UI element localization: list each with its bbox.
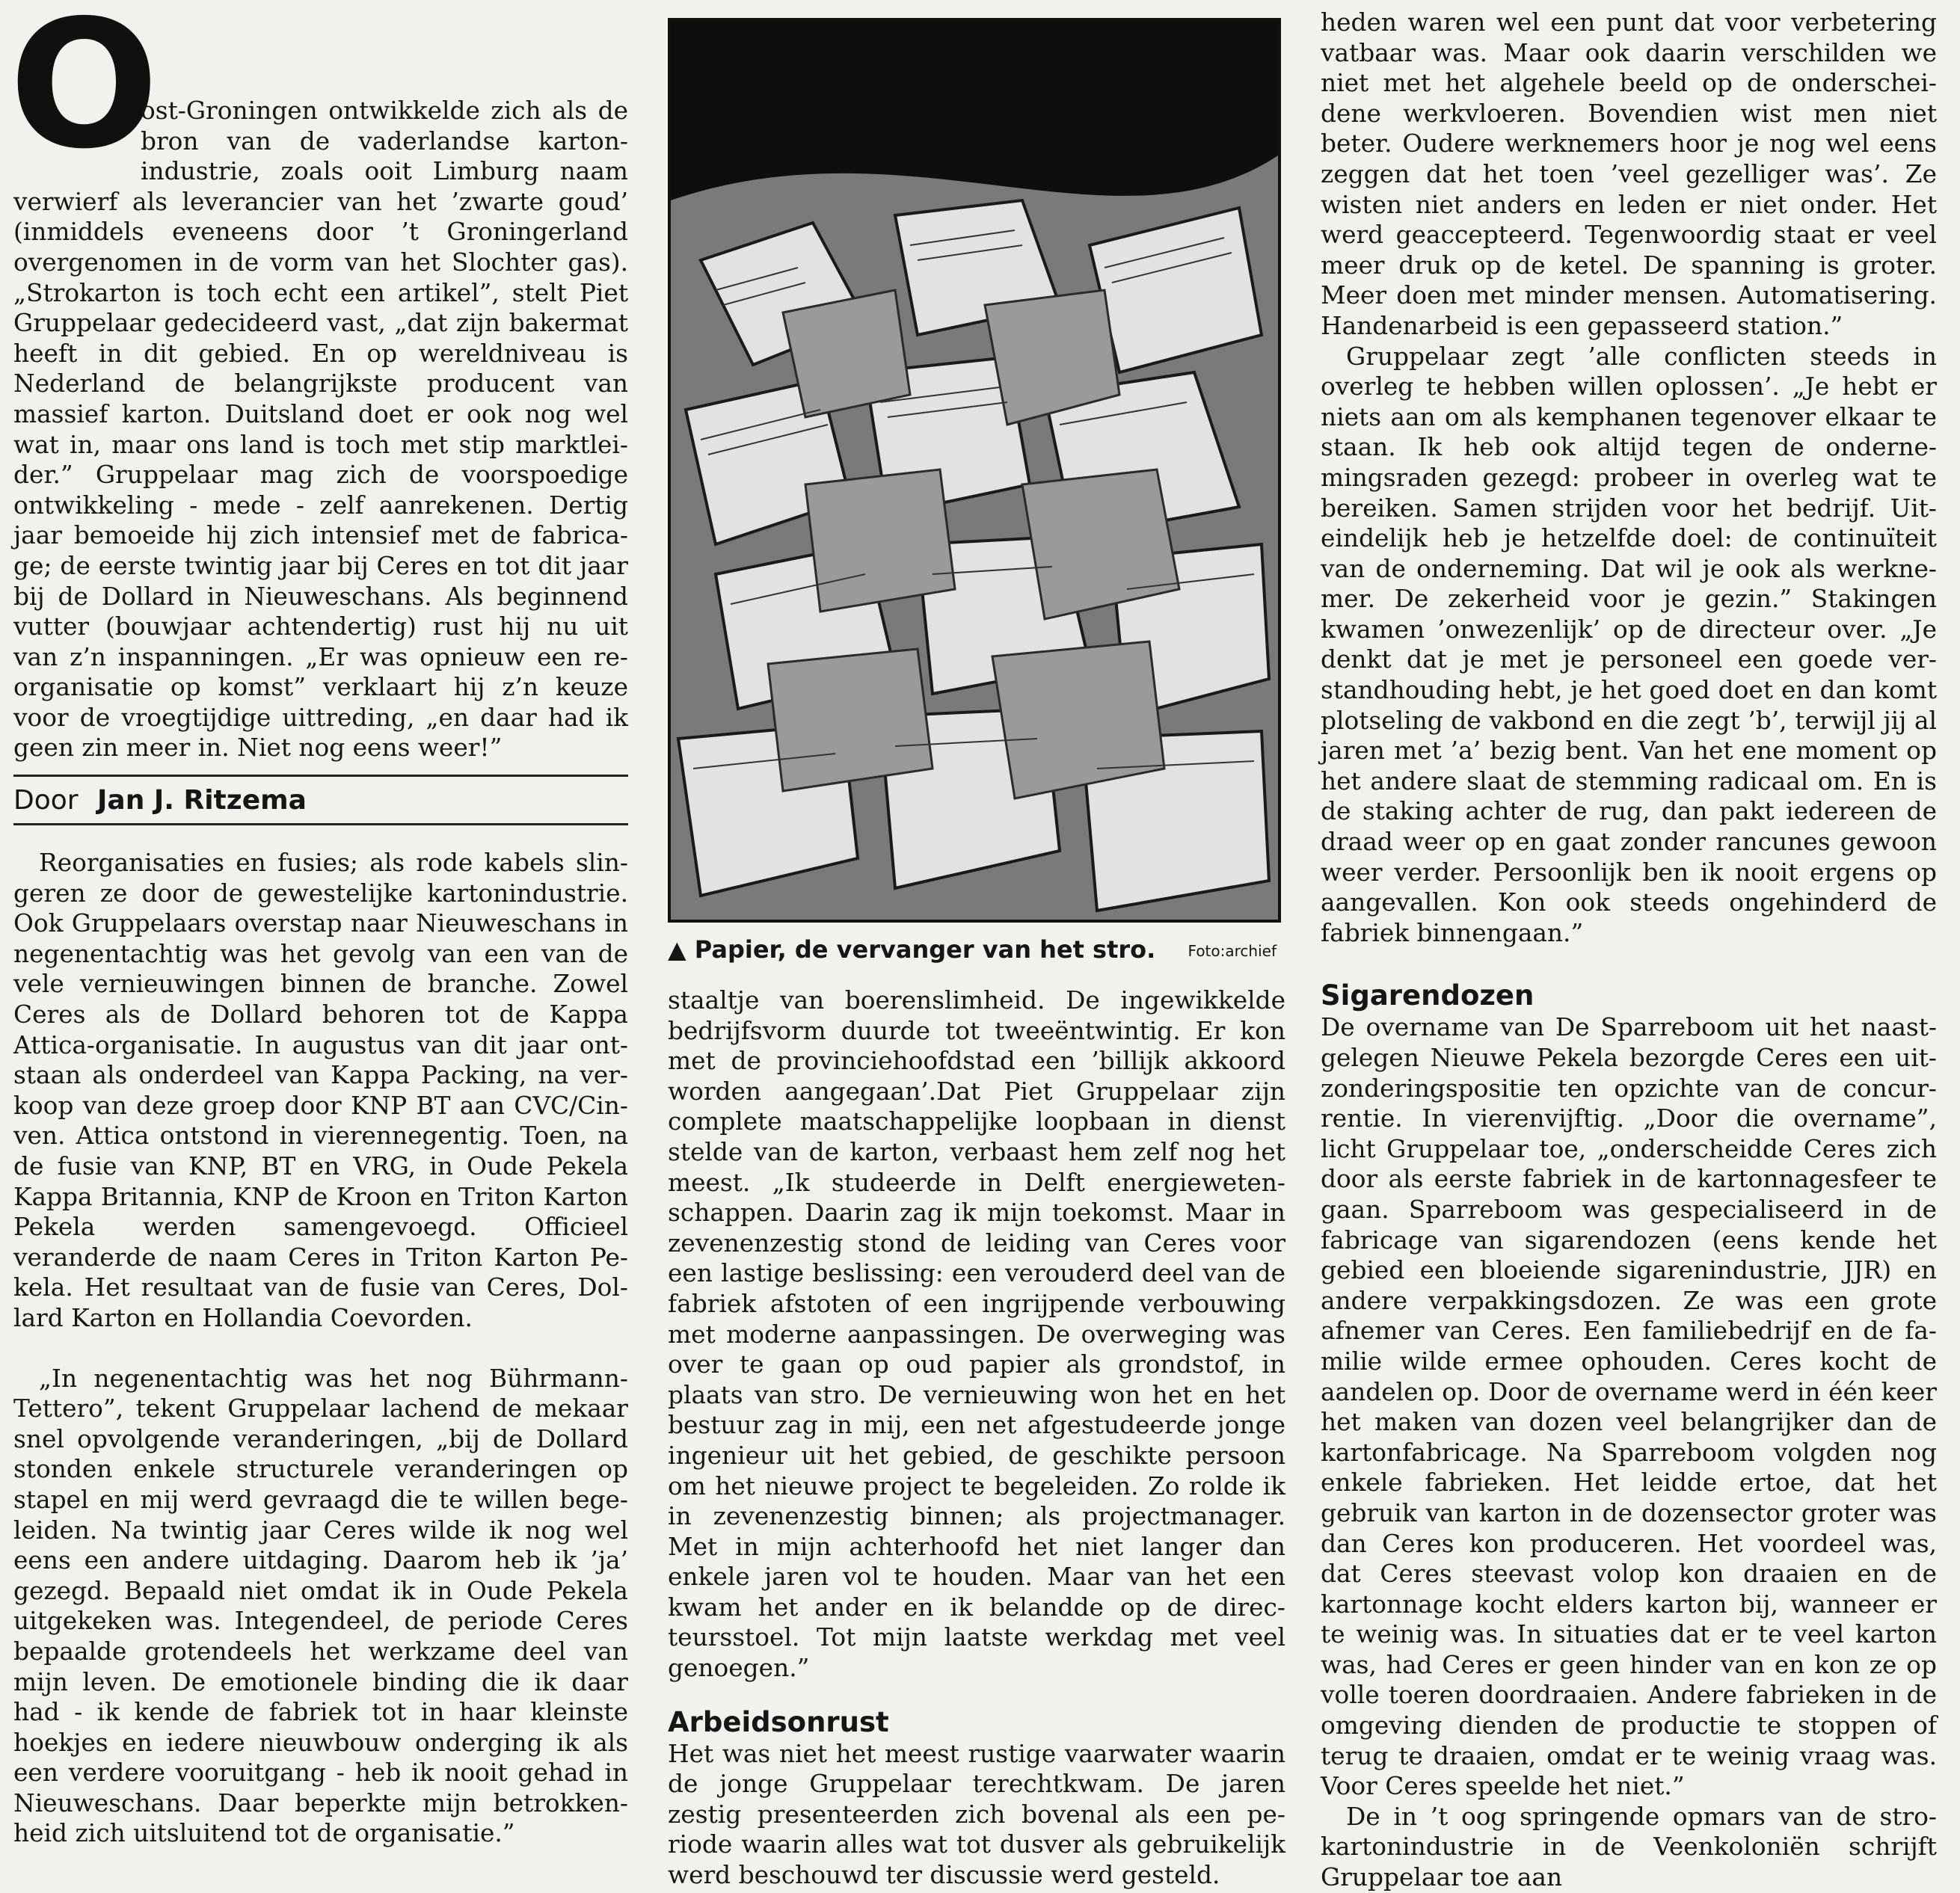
column-right [1321, 0, 1937, 1892]
paragraph-opmars: De in ’t oog springende opmars van de strokartonindustrie in de Veenkoloniën schrijft Gruppelaar toe aan [1321, 1802, 1937, 1892]
column-left [9, 0, 628, 1859]
drop-cap: O [9, 0, 159, 188]
paragraph-vaarwater: Het was niet het meest rustige vaarwater waarin de jonge Gruppelaar terechtkwam. De jaren zestig presenteerden zich bovenal als een periode waarin alles wat tot dusver als gebruikelijk werd beschouwd ter discussie werd gesteld. [668, 1739, 1285, 1890]
caption-text: ▲ Papier, de vervanger van het stro. [668, 935, 1156, 964]
lead-paragraph: ost-Groningen ontwikkelde zich als de bron van de vaderlandse kartonindustrie, zoals ooit Limburg naam verwierf als leverancier van het ’zwarte goud’ (inmiddels eveneens door ’t Groningerland overgenomen in de vorm van het Slochter gas). „Strokarton is toch echt een artikel”, stelt Piet Gruppelaar gedecideerd vast, „dat zijn bakermat heeft in dit gebied. En op wereldniveau is Nederland de belangrijkste producent van massief karton. Duitsland doet er ook nog wel wat in, maar ons land is toch met stip marktleider.” Gruppelaar mag zich de voorspoedige ontwikkeling - mede - zelf aanrekenen. Dertig jaar bemoeide hij zich intensief met de fabricage; de eerste twintig jaar bij Ceres en tot dit jaar bij de Dollard in Nieuweschans. Als beginnend vutter (bouwjaar achtendertig) rust hij nu uit van z’n inspanningen. „Er was opnieuw een reorganisatie op komst” verklaart hij z’n keuze voor de vroegtijdige uittreding, „en daar had ik geen zin meer in. Niet nog eens weer!” [13, 96, 628, 763]
paragraph-negenentachtig: „In negenentachtig was het nog Bührmann-Tettero”, tekent Gruppelaar lachend de mekaar snel opvolgende veranderingen, „bij de Dollard stonden enkele structurele veranderingen op stapel en mij werd gevraagd die te willen begeleiden. Na twintig jaar Ceres wilde ik nog wel eens een andere uitdaging. Daarom heb ik ’ja’ gezegd. Bepaald niet omdat ik in Oude Pekela uitgekeken was. Integendeel, de periode Ceres bepaalde grotendeels het werkzame deel van mijn leven. De emotionele binding die ik daar had - ik kende de fabriek tot in haar kleinste hoekjes en iedere nieuwbouw onderging ik als een verdere vooruitgang - heb ik nooit gehad in Nieuweschans. Daar beperkte mijn betrokkenheid zich uitsluitend tot de organisatie.” [13, 1364, 628, 1848]
column-middle-text [668, 985, 1285, 1891]
triangle-icon: ▲ [668, 935, 695, 964]
photo-caption [668, 933, 1281, 967]
byline-prefix: Door [13, 785, 79, 816]
column-right-text [1321, 7, 1937, 1893]
column-middle [668, 0, 1285, 1890]
byline [13, 775, 628, 825]
paragraph-sparreboom: De overname van De Sparreboom uit het naastgelegen Nieuwe Pekela bezorgde Ceres een uitzonderingspositie ten opzichte van de concurrentie. In vierenvijftig. „Door die overname”, licht Gruppelaar toe, „onderscheidde Ceres zich door als eerste fabriek in de kartonnagesfeer te gaan. Sparreboom was gespecialiseerd in de fabricage van sigarendozen (eens kende het gebied een bloeiende sigarenindustrie, JJR) en andere verpakkingsdozen. Ze was een grote afnemer van Ceres. Een familiebedrijf en de familie wilde ermee ophouden. Ceres kocht de aandelen op. Door de overname werd in één keer het maken van dozen veel belangrijker dan de kartonfabricage. Na Sparreboom volgden nog enkele fabrieken. Het leidde ertoe, dat het gebruik van karton in de dozensector groter was dan Ceres kon produceren. Het voordeel was, dat Ceres steevast volop kon draaien en de kartonnage kocht elders karton bij, wanneer er te weinig was. In situaties dat er te veel karton was, had Ceres er geen hinder van en kon ze op volle toeren doordraaien. Andere fabrieken in de omgeving dienden de productie te stoppen of terug te draaien, omdat er te weinig vraag was. Voor Ceres speelde het niet.” [1321, 1013, 1937, 1801]
paragraph-reorganisaties: Reorganisaties en fusies; als rode kabels slingeren ze door de gewestelijke kartonindustrie. Ook Gruppelaars overstap naar Nieuweschans in negenentachtig was het gevolg van een van de vele vernieuwingen binnen de branche. Zowel Ceres als de Dollard behoren tot de Kappa Attica-organisatie. In augustus van dit jaar ontstaan als onderdeel van Kappa Packing, na verkoop van deze groep door KNP BT aan CVC/Cinven. Attica ontstond in vierennegentig. Toen, na de fusie van KNP, BT en VRG, in Oude Pekela Kappa Britannia, KNP de Kroon en Triton Karton Pekela werden samengevoegd. Officieel veranderde de naam Ceres in Triton Karton Pekela. Het resultaat van de fusie van Ceres, Dollard Karton en Hollandia Coevorden. [13, 849, 628, 1332]
archive-photo [668, 18, 1281, 923]
byline-author: Jan J. Ritzema [97, 785, 307, 816]
subheading-arbeidsonrust: Arbeidsonrust [668, 1705, 889, 1738]
photo-credit: Foto:archief [1188, 942, 1277, 960]
paragraph-boerenslimheid: staaltje van boerenslimheid. De ingewikkelde bedrijfsvorm duurde tot tweeëntwintig. Er kon met de provinciehoofdstad een ’billijk akkoord worden aangegaan’.Dat Piet Gruppelaar zijn complete maatschappelijke loopbaan in dienst stelde van de karton, verbaast hem zelf nog het meest. „Ik studeerde in Delft energiewetenschappen. Daarin zag ik mijn toekomst. Maar in zevenenzestig stond de leiding van Ceres voor een lastige beslissing: een verouderd deel van de fabriek afstoten of een ingrijpende verbouwing met moderne aanpassingen. De overweging was over te gaan op oud papier als grondstof, in plaats van stro. De vernieuwing won het en het bestuur zag in mij, een net afgestudeerde jonge ingenieur uit het gebied, de geschikte persoon om het nieuwe project te begeleiden. Zo rolde ik in zevenenzestig binnen; als projectmanager. Met in mijn achterhoofd het niet langer dan enkele jaren vol te houden. Maar van het een kwam het ander en ik belandde op de directeursstoel. Tot mijn laatste werkdag met veel genoegen.” [668, 986, 1285, 1683]
paragraph-verbetering: heden waren wel een punt dat voor verbetering vatbaar was. Maar ook daarin verschilden we niet met het algehele beeld op de onderscheidene werkvloeren. Bovendien wist men niet beter. Oudere werknemers hoor je nog wel eens zeggen dat het toen ’veel gezelliger was’. Ze wisten niet anders en leden er niet onder. Het werd geaccepteerd. Tegenwoordig staat er veel meer druk op de ketel. De spanning is groter. Meer doen met minder mensen. Automatisering. Handenarbeid is een gepasseerd station.” [1321, 8, 1937, 340]
paper-pile-image [671, 21, 1278, 920]
paragraph-conflicten: Gruppelaar zegt ’alle conflicten steeds in overleg te hebben willen oplossen’. „Je hebt er niets aan om als kemphanen tegenover elkaar te staan. Ik heb ook altijd tegen de ondernemingsraden gezegd: probeer in overleg wat te bereiken. Samen strijden voor het bedrijf. Uiteindelijk heb je hetzelfde doel: de continuïteit van de onderneming. Dat wil je ook als werknemer. De zekerheid voor je gezin.” Stakingen kwamen ’onwezenlijk’ op de directeur over. „Je denkt dat je met je personeel een goede verstandhouding hebt, je het goed doet en dan komt plotseling de vakbond en die zegt ’b’, terwijl jij al jaren met ’a’ bezig bent. Van het ene moment op het andere slaat de stemming radicaal om. En is de staking achter de rug, dan pakt iedereen de draad weer op en gaat zonder rancunes gewoon weer verder. Persoonlijk ben ik nooit ergens op aangevallen. Kon ook steeds ongehinderd de fabriek binnengaan.” [1321, 342, 1937, 947]
subheading-sigarendozen: Sigarendozen [1321, 979, 1534, 1012]
